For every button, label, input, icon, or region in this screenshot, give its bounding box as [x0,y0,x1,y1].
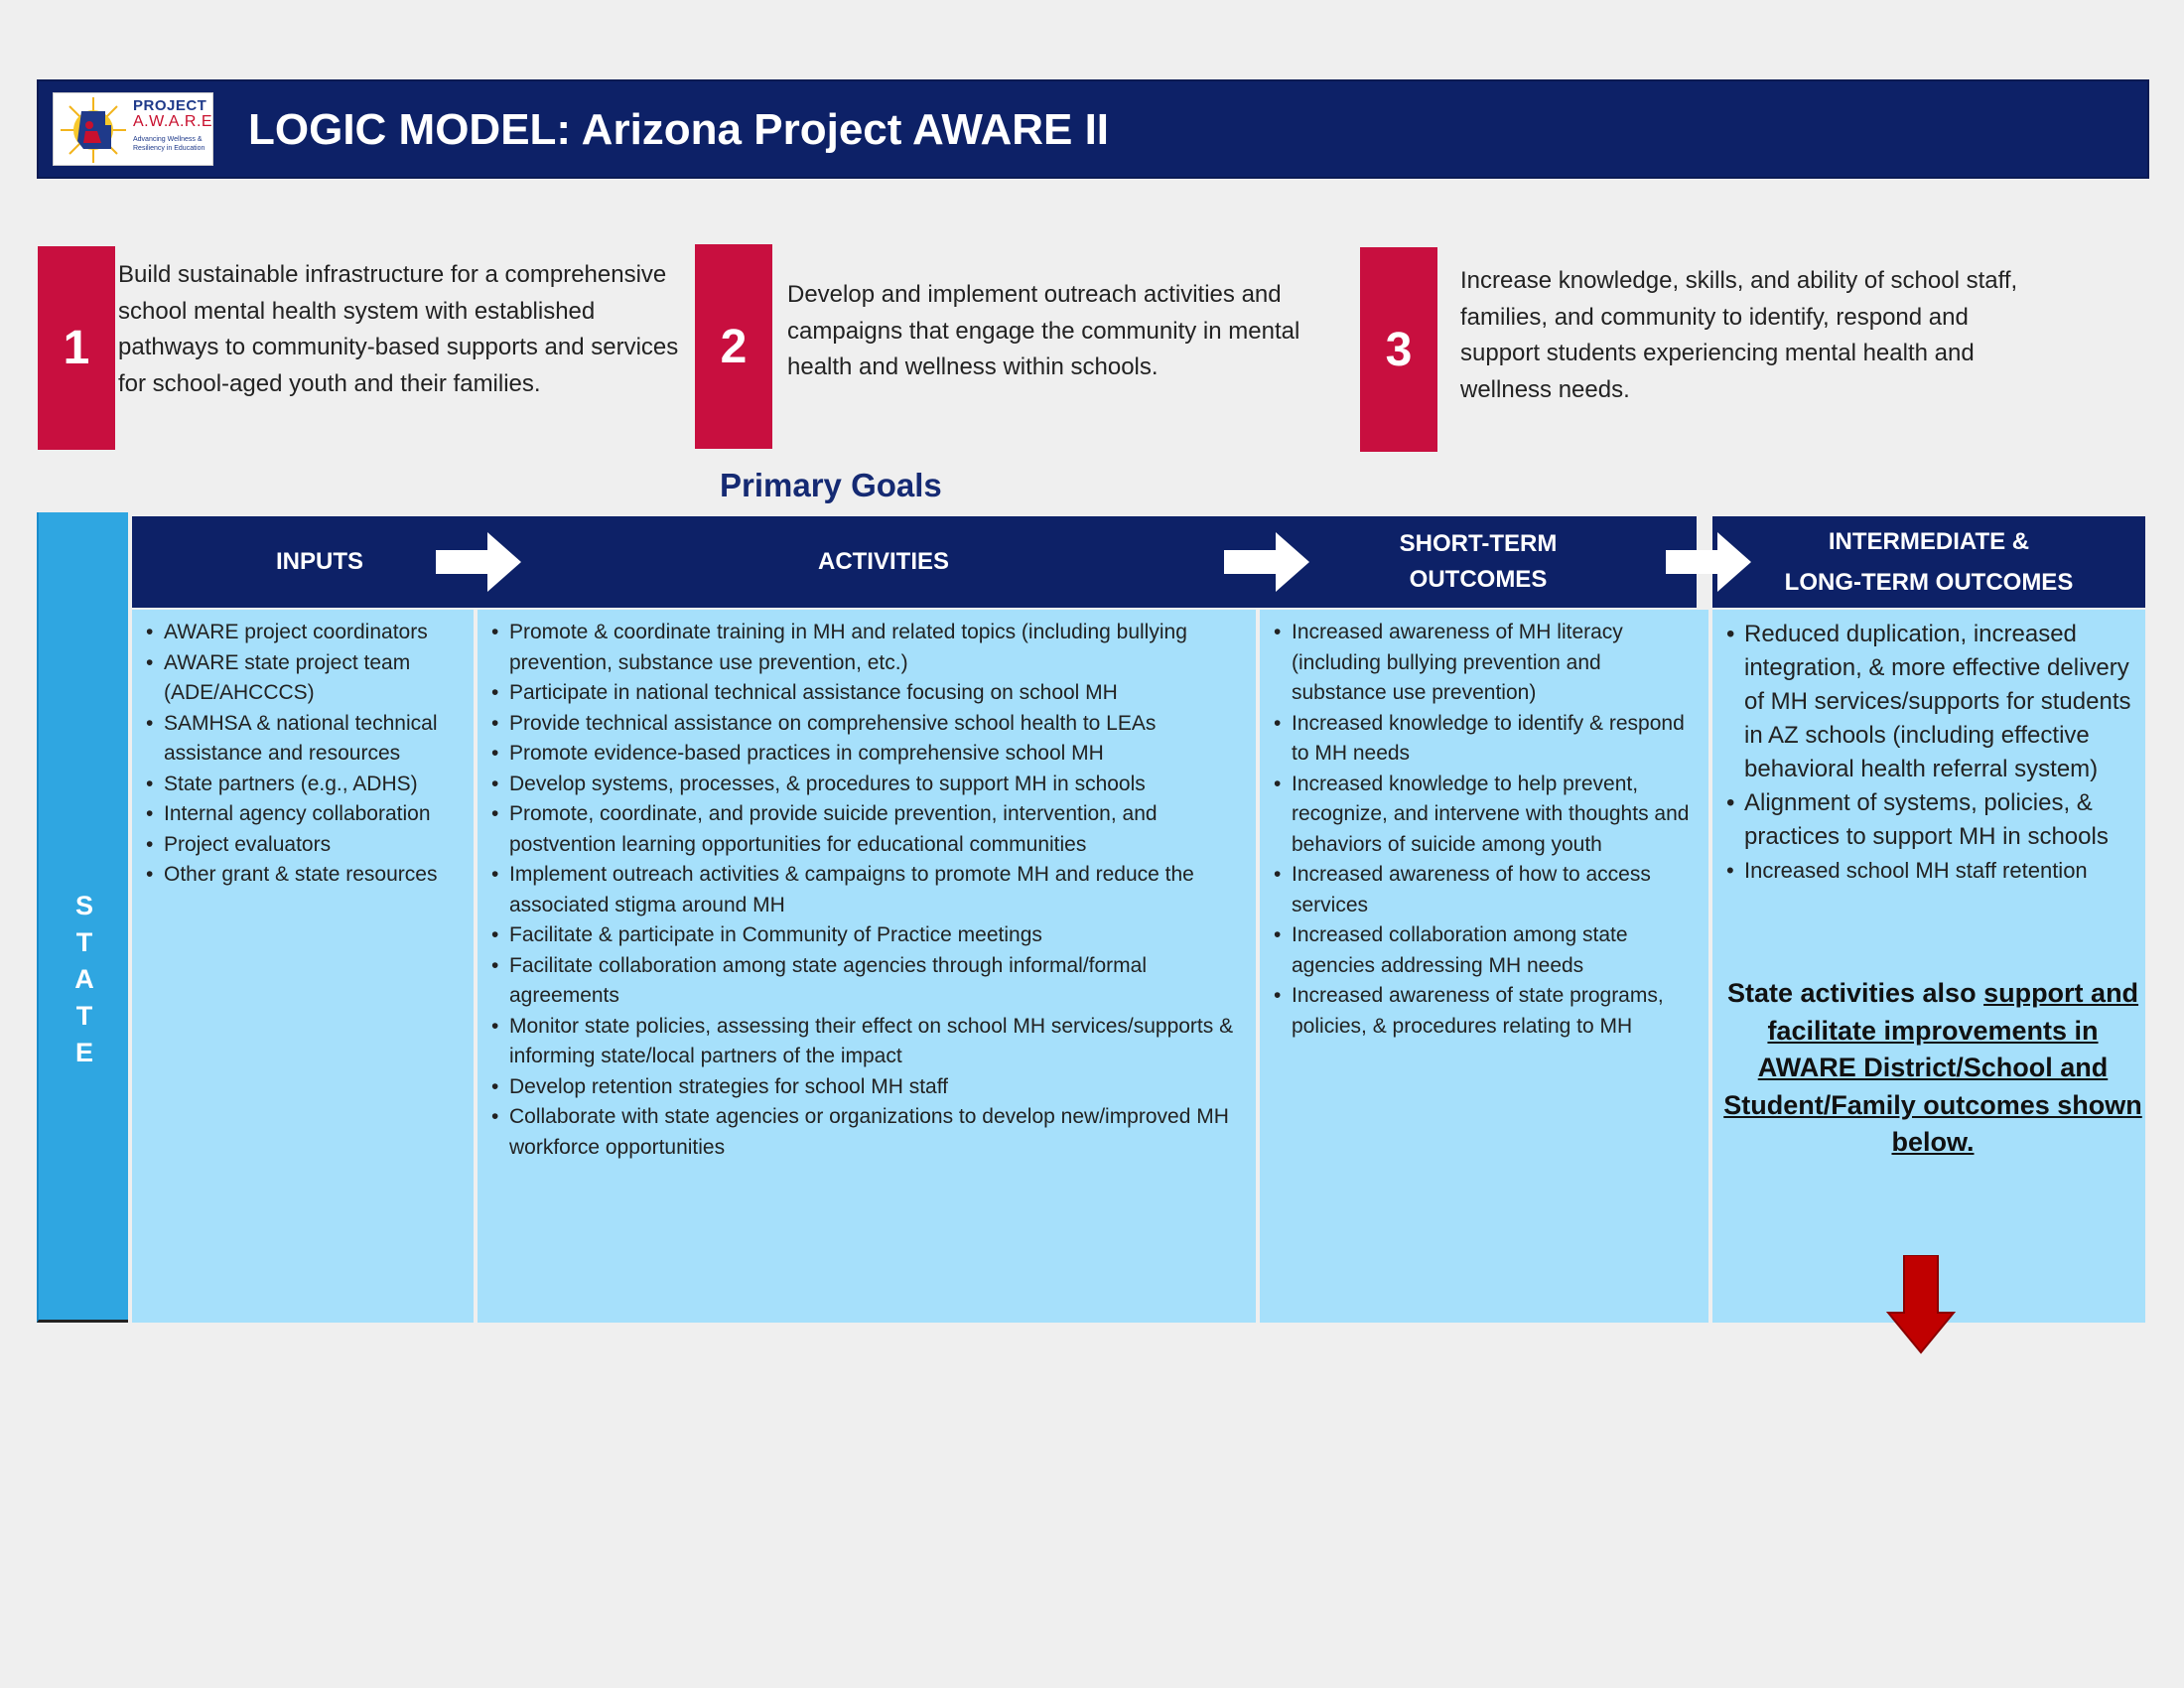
activities-header [478,516,1290,608]
list-item: • Participate in national technical assistance focusing on school MH [491,678,1242,709]
list-item: • Internal agency collaboration [146,799,474,830]
logo-aware-text: A.W.A.R.E [133,113,213,130]
state-activities-note [1722,975,2143,1162]
list-item: • Increased knowledge to identify & respond to MH needs [1274,709,1699,770]
state-letter: S [74,891,93,920]
state-letter: E [74,1038,93,1067]
list-item: • Increased school MH staff retention [1726,854,2133,888]
list-item: • Provide technical assistance on comprehensive school health to LEAs [491,709,1242,740]
goal-1-number: 1 [63,322,90,374]
primary-goals-label: Primary Goals [720,467,942,503]
long-term-header-line1: INTERMEDIATE & [1828,528,2030,555]
list-item: • SAMHSA & national technical assistance and resources [146,709,474,770]
goal-1-text: Build sustainable infrastructure for a comprehensive school mental health system with established pathways to community-based supports and services for school-aged youth and their families. [118,261,679,397]
short-term-header [1260,516,1697,608]
list-item: • Develop systems, processes, & procedures to support MH in schools [491,770,1242,800]
inputs-list [132,610,474,891]
list-item: • Increased knowledge to help prevent, recognize, and intervene with thoughts and behaviors of suicide among youth [1274,770,1699,861]
list-item: • State partners (e.g., ADHS) [146,770,474,800]
list-item: • AWARE project coordinators [146,618,474,648]
state-letter: T [75,927,93,957]
goal-2-number: 2 [720,320,748,373]
right-arrow-icon [1224,532,1309,592]
goal-3-badge [1360,247,1437,452]
project-aware-logo [53,92,213,166]
goal-3-text: Increase knowledge, skills, and ability of school staff, families, and community to identify, respond and support students experiencing mental health and wellness needs. [1460,267,2018,403]
state-letter: T [75,1001,93,1031]
state-letters [39,888,130,1071]
sun-logo-icon [54,93,133,166]
short-term-header-line2: OUTCOMES [1409,566,1548,593]
goal-2-text: Develop and implement outreach activities and campaigns that engage the community in mental health and wellness within schools. [787,281,1300,380]
short-term-list [1260,610,1708,1042]
state-row-label [37,512,128,1323]
goal-2-badge [695,244,772,449]
right-arrow-icon [1666,532,1751,592]
list-item: • Promote evidence-based practices in comprehensive school MH [491,739,1242,770]
inputs-body [132,610,474,1323]
list-item: • Collaborate with state agencies or organizations to develop new/improved MH workforce opportunities [491,1102,1242,1163]
activities-list [478,610,1256,1163]
list-item: • Increased awareness of how to access services [1274,860,1699,920]
long-term-header [1712,516,2145,608]
note-underlined-text: support and facilitate improvements in AWARE District/School and Student/Family outcomes shown below. [1723,978,2142,1157]
list-item: • Develop retention strategies for school MH staff [491,1072,1242,1103]
title-bar [37,79,2149,179]
down-arrow-icon [1886,1255,1956,1354]
list-item: • Increased awareness of state programs, policies, & procedures relating to MH [1274,981,1699,1042]
right-arrow-icon [436,532,521,592]
short-term-header-line1: SHORT-TERM [1399,530,1558,557]
list-item: • Increased collaboration among state agencies addressing MH needs [1274,920,1699,981]
list-item: • Promote & coordinate training in MH and related topics (including bullying prevention, substance use prevention, etc.) [491,618,1242,678]
inputs-header-label: INPUTS [275,548,363,575]
list-item: • Implement outreach activities & campaigns to promote MH and reduce the associated stigma around MH [491,860,1242,920]
list-item: • Alignment of systems, policies, & practices to support MH in schools [1726,786,2133,854]
list-item: • AWARE state project team (ADE/AHCCCS) [146,648,474,709]
list-item: • Reduced duplication, increased integration, & more effective delivery of MH services/supports for students in AZ schools (including effective behavioral health referral system) [1726,618,2133,786]
list-item: • Project evaluators [146,830,474,861]
list-item: • Other grant & state resources [146,860,474,891]
long-term-body [1712,610,2145,1323]
list-item: • Monitor state policies, assessing their effect on school MH services/supports & informing state/local partners of the impact [491,1012,1242,1072]
note-plain-text: State activities also [1726,978,1984,1008]
list-item: • Promote, coordinate, and provide suicide prevention, intervention, and postvention learning opportunities for educational communities [491,799,1242,860]
activities-header-label: ACTIVITIES [817,548,949,575]
logo-tagline: Advancing Wellness & Resiliency in Education [133,136,205,152]
logic-model-table [37,512,2149,1323]
list-item: • Increased awareness of MH literacy (including bullying prevention and substance use prevention) [1274,618,1699,709]
long-term-header-line2: LONG-TERM OUTCOMES [1784,569,2074,596]
list-item: • Facilitate collaboration among state agencies through informal/formal agreements [491,951,1242,1012]
logo-project-text: PROJECT [133,97,207,114]
activities-body [478,610,1256,1323]
list-item: • Facilitate & participate in Community of Practice meetings [491,920,1242,951]
state-letter: A [74,964,94,994]
page-title: LOGIC MODEL: Arizona Project AWARE II [248,105,1110,154]
goal-3-number: 3 [1385,323,1413,376]
long-term-list [1712,610,2145,888]
goal-1-badge [38,246,115,450]
short-term-body [1260,610,1708,1323]
